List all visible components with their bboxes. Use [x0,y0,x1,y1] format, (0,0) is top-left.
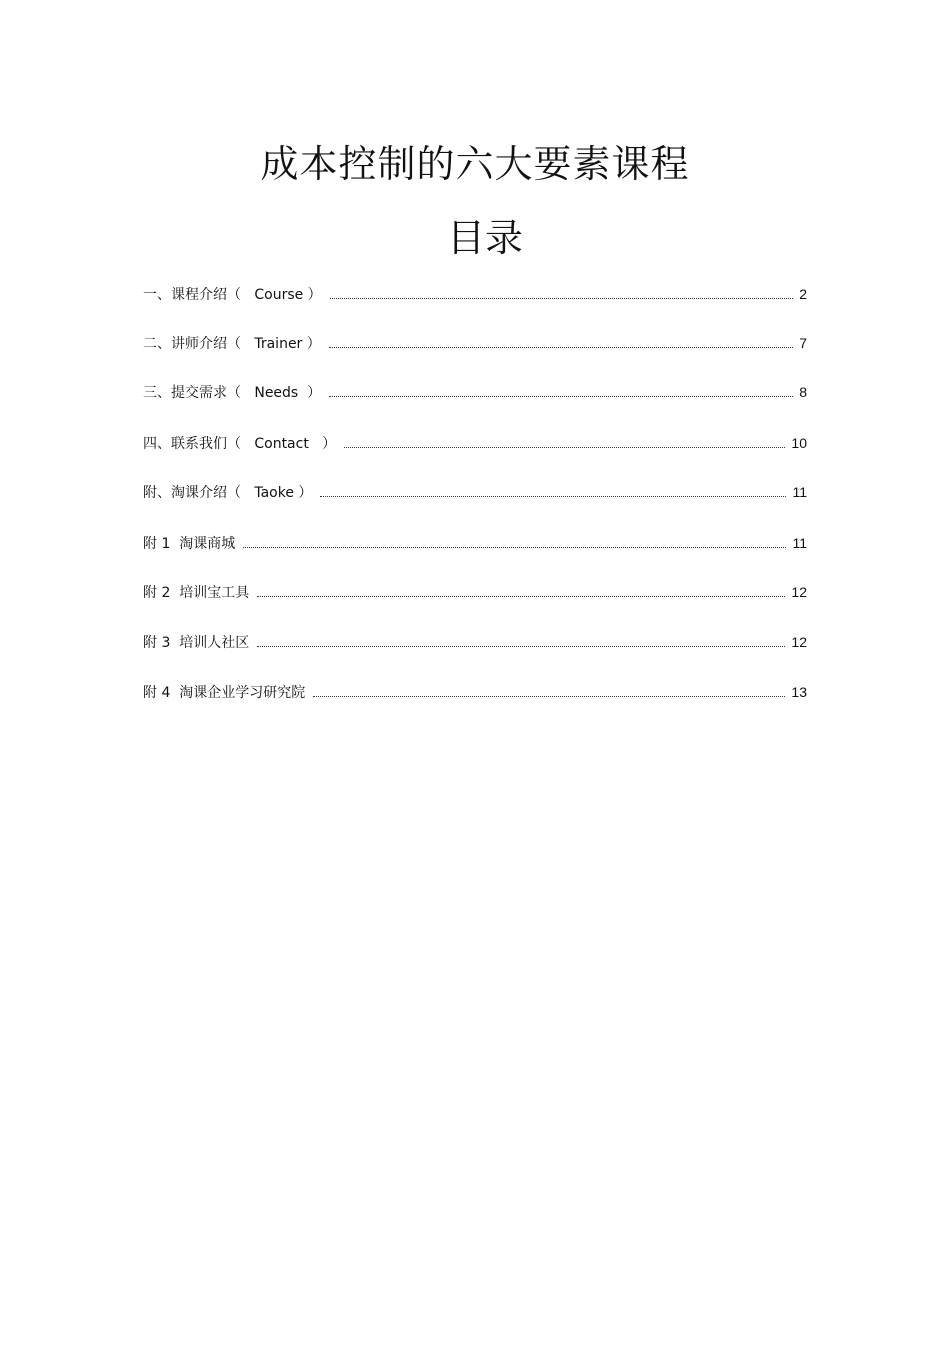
toc-dot-leader [243,546,786,548]
toc-entry-course[interactable] [143,281,807,307]
toc-entry-label: 三、提交需求（ Needs ） [143,385,322,401]
toc-entry-label: 附 1 淘课商城 [143,536,236,552]
toc-dot-leader [329,346,793,348]
toc-page-number: 2 [799,286,807,302]
toc-dot-leader [257,645,785,647]
toc-entry-trainer[interactable] [143,330,807,356]
toc-entry-label: 附 2 培训宝工具 [143,585,250,601]
toc-entry-appendix-3[interactable] [143,629,807,655]
toc-entry-label: 附 4 淘课企业学习研究院 [143,685,306,701]
toc-entry-appendix-4[interactable] [143,679,807,705]
toc-entry-label: 附 3 培训人社区 [143,635,250,651]
toc-page-number: 13 [791,684,807,700]
toc-page-number: 10 [791,435,807,451]
toc-dot-leader [329,395,793,397]
toc-page-number: 12 [791,634,807,650]
toc-entry-needs[interactable] [143,379,807,405]
toc-entry-label: 一、课程介绍（ Course ） [143,287,322,303]
toc-page-number: 12 [791,584,807,600]
toc-entry-appendix-1[interactable] [143,530,807,556]
toc-dot-leader [257,595,785,597]
toc-dot-leader [330,297,794,299]
toc-entry-appendix-2[interactable] [143,579,807,605]
toc-page-number: 11 [792,484,807,500]
toc-dot-leader [313,695,785,697]
toc-entry-label: 二、讲师介绍（ Trainer ） [143,336,321,352]
toc-entry-label: 四、联系我们（ Contact ） [143,436,337,452]
toc-entry-contact[interactable] [143,430,807,456]
document-title: 成本控制的六大要素课程 [260,142,690,186]
toc-page-number: 8 [799,384,807,400]
toc-entry-label: 附、淘课介绍（ Taoke ） [143,485,313,501]
toc-page-number: 11 [792,535,807,551]
toc-page-number: 7 [799,335,807,351]
toc-dot-leader [344,446,785,448]
toc-entry-taoke[interactable] [143,479,807,505]
toc-dot-leader [320,495,786,497]
toc-heading: 目录 [446,216,523,260]
